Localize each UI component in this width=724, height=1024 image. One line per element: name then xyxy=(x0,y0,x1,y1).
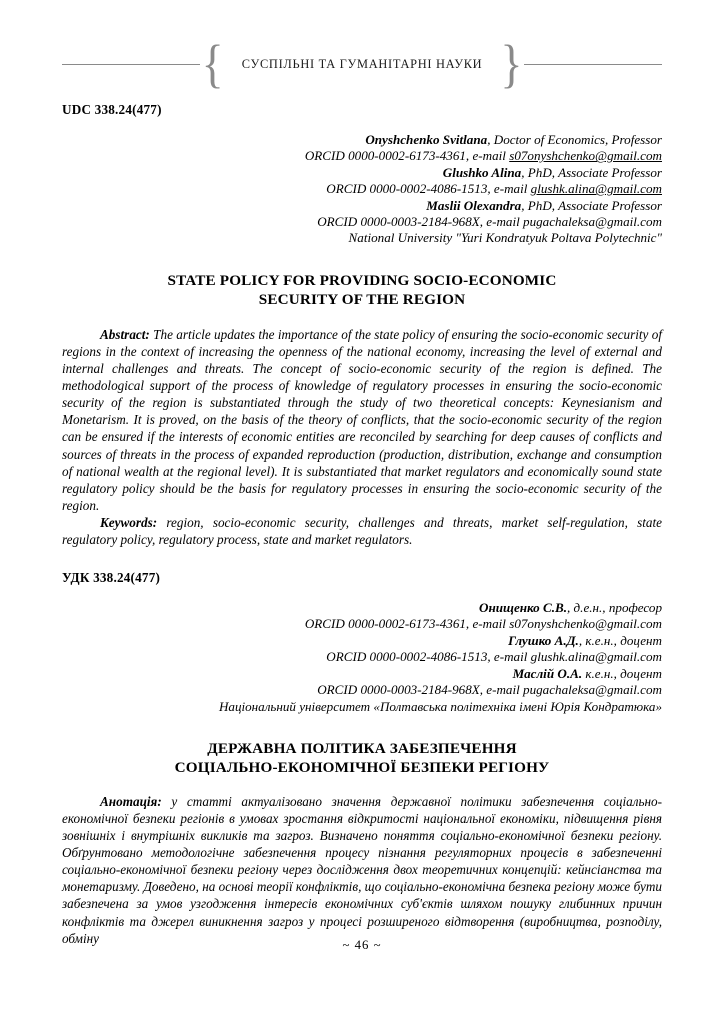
author-email: glushk.alina@gmail.com xyxy=(530,649,662,665)
author-degree: , PhD, Associate Professor xyxy=(521,164,662,180)
affiliation-ukrainian: Національний університет «Полтавська політехніка імені Юрія Кондратюка» xyxy=(218,698,662,714)
author-degree: , PhD, Associate Professor xyxy=(521,197,662,213)
author-degree: , д.е.н., професор xyxy=(567,600,662,616)
orcid-text: ORCID 0000-0003-2184-968X, e-mail xyxy=(317,682,524,698)
udc-code-ukrainian: УДК 338.24(477) xyxy=(62,570,161,586)
author-email-link[interactable]: s07onyshchenko@gmail.com xyxy=(509,148,662,164)
abstract-english xyxy=(62,326,662,514)
article-title-english xyxy=(62,271,662,310)
abstract-text-english: The article updates the importance of the state policy of ensuring the socio-economic security of regions in the context of increasing the openness of the national economy, increasing the level of external and internal challenges and threats. The concept of socio-economic security of the region is defined. The methodological support of the process of knowledge of regulatory processes in ensuring the socio-economic security of the region is substantiated through the study of two theoretical concepts: Keynesianism and Monetarism. It is proved, on the basis of the theory of conflicts, that the socio-economic security of the region can be ensured if the interests of economic entities are reconciled by searching for deep causes of conflicts and sources of threats in the process of expanded reproduction (production, distribution, exchange and consumption of national wealth at the regional level). It is substantiated that market regulators and economically sound state regulatory policy should be the basis for regulatory processes in ensuring the socio-economic security of the region. xyxy=(62,326,662,513)
author-email-link[interactable]: glushk.alina@gmail.com xyxy=(530,181,662,197)
orcid-text: ORCID 0000-0002-6173-4361, e-mail xyxy=(304,616,510,632)
author-entry xyxy=(62,600,662,616)
author-orcid xyxy=(62,649,662,665)
title-line-2: SECURITY OF THE REGION xyxy=(258,291,466,309)
section-spacer xyxy=(62,548,662,570)
author-email: pugachaleksa@gmail.com xyxy=(523,214,662,230)
orcid-text: ORCID 0000-0002-4086-1513, e-mail xyxy=(326,181,531,197)
udc-code-english: UDC 338.24(477) xyxy=(62,102,162,117)
author-orcid xyxy=(62,148,662,164)
header-rule-left xyxy=(62,64,200,65)
title-line-2: СОЦІАЛЬНО-ЕКОНОМІЧНОЇ БЕЗПЕКИ РЕГІОНУ xyxy=(174,759,550,777)
author-entry xyxy=(62,165,662,181)
affiliation-english: National University "Yuri Kondratyuk Poltava Polytechnic" xyxy=(348,230,662,246)
abstract-ukrainian xyxy=(62,793,662,947)
orcid-text: ORCID 0000-0003-2184-968X, e-mail xyxy=(317,214,524,230)
author-entry xyxy=(62,198,662,214)
author-email: pugachaleksa@gmail.com xyxy=(523,682,662,698)
author-name: Glushko Alina xyxy=(442,164,522,180)
author-block-ukrainian xyxy=(62,600,662,715)
author-name: Маслій О.А. xyxy=(512,665,583,681)
keywords-label-english: Keywords: xyxy=(100,514,158,530)
author-orcid xyxy=(62,214,662,230)
author-orcid xyxy=(62,616,662,632)
author-name: Maslii Olexandra xyxy=(426,197,522,213)
author-name: Онищенко С.В. xyxy=(479,600,567,616)
article-title-ukrainian xyxy=(62,739,662,778)
author-orcid xyxy=(62,682,662,698)
author-degree: , к.е.н., доцент xyxy=(578,632,662,648)
author-entry xyxy=(62,633,662,649)
author-orcid xyxy=(62,181,662,197)
header-rule-right xyxy=(524,64,662,65)
running-header-title: СУСПІЛЬНІ ТА ГУМАНІТАРНІ НАУКИ xyxy=(241,56,483,71)
author-name: Глушко А.Д. xyxy=(508,632,579,648)
title-line-1: ДЕРЖАВНА ПОЛІТИКА ЗАБЕЗПЕЧЕННЯ xyxy=(207,739,517,757)
author-entry xyxy=(62,132,662,148)
author-degree: , Doctor of Economics, Professor xyxy=(487,132,662,147)
author-degree: к.е.н., доцент xyxy=(582,665,662,681)
keywords-text-english: region, socio-economic security, challenges and threats, market self-regulation, state regulatory policy, regulatory process, state and market regulators. xyxy=(62,514,662,547)
orcid-text: ORCID 0000-0002-4086-1513, e-mail xyxy=(326,649,531,665)
page-number: ~ 46 ~ xyxy=(342,938,382,952)
abstract-label-english: Abstract: xyxy=(100,326,150,342)
author-entry xyxy=(62,666,662,682)
author-block-english xyxy=(62,132,662,247)
abstract-text-ukrainian: у статті актуалізовано значення державної політики забезпечення соціально-економічної безпеки регіонів в умовах зростання відкритості національної економіки, підвищення рівня зовнішніх і внутрішніх викликів та загроз. Визначено поняття соціально-економічної безпеки регіону. Обґрунтовано методологічне забезпечення процесу пізнання регуляторних процесів в забезпеченні соціально-економічної безпеки регіону через дослідження двох теоретичних концепцій: кейнсіанства та монетаризму. Доведено, на основі теорії конфліктів, що соціально-економічна безпека регіону може бути забезпечена за умов узгодження інтересів економічних суб'єктів шляхом пошуку глибинних причин конфліктів та джерел виникнення загроз у процесі розширеного відтворення (виробництва, розподілу, обміну xyxy=(62,793,662,946)
orcid-text: ORCID 0000-0002-6173-4361, e-mail xyxy=(304,148,510,164)
keywords-english xyxy=(62,514,662,548)
author-email: s07onyshchenko@gmail.com xyxy=(509,616,662,632)
running-header: { СУСПІЛЬНІ ТА ГУМАНІТАРНІ НАУКИ } xyxy=(62,42,662,86)
title-line-1: STATE POLICY FOR PROVIDING SOCIO-ECONOMIC xyxy=(167,271,557,289)
author-name: Onyshchenko Svitlana xyxy=(365,132,488,147)
abstract-label-ukrainian: Анотація: xyxy=(100,793,162,809)
page-content xyxy=(62,0,662,947)
